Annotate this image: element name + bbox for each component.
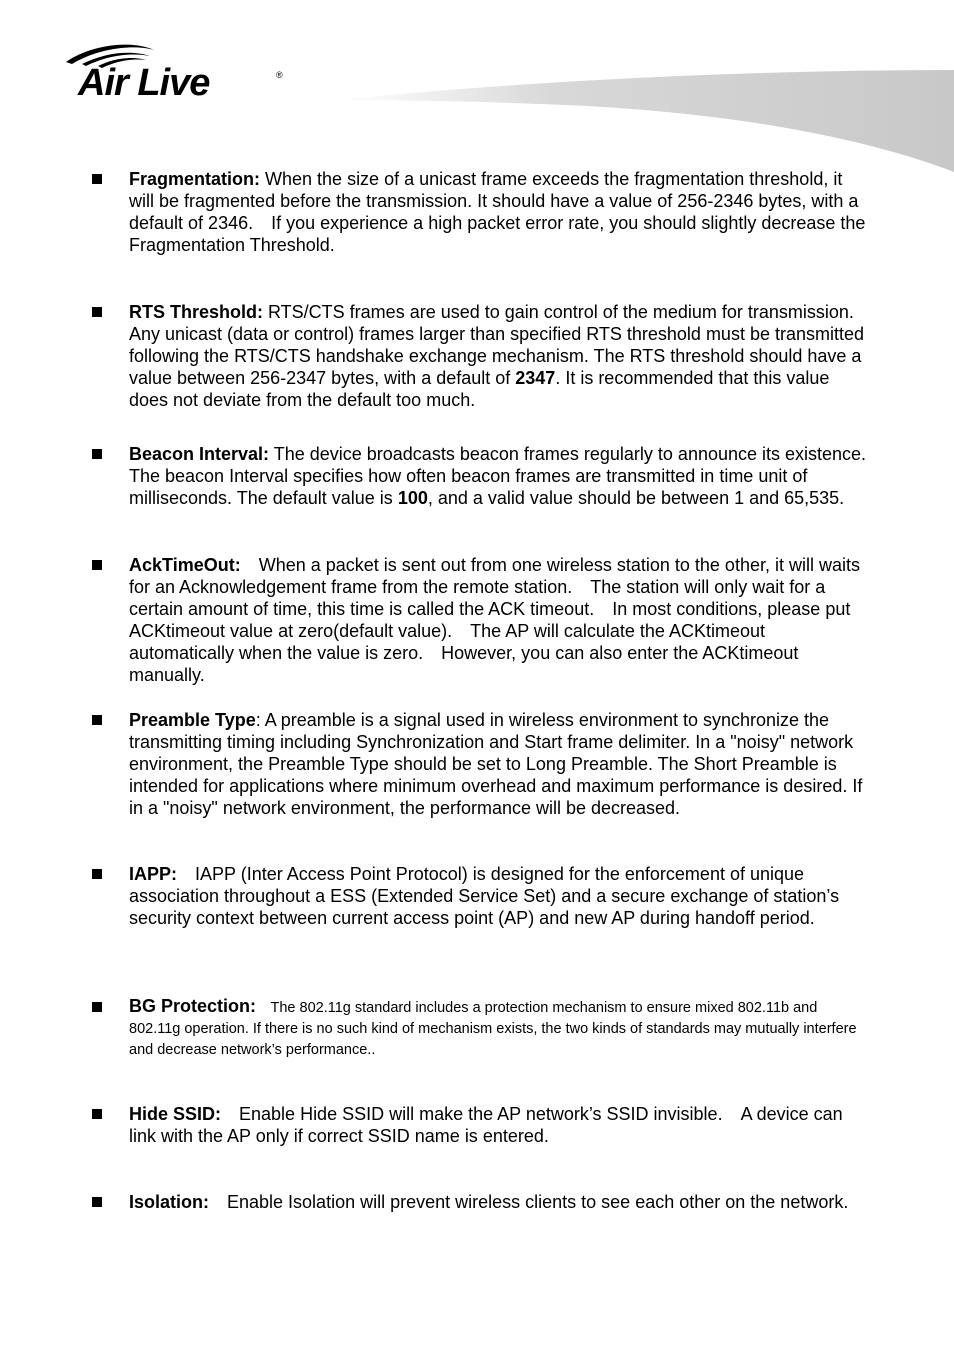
item-term: Preamble Type: [129, 710, 256, 730]
item-text: [129, 443, 870, 509]
item-text: [129, 554, 870, 686]
item-description-end: . It is recommended that this value does not deviate from the default too much.: [129, 368, 830, 410]
item-text: [129, 863, 870, 929]
item-description: : A preamble is a signal used in wireless environment to synchronize the transmitting timing including Synchronization and Start frame delimiter. In a "noisy" network environment, the Preamble Type should be set to Long Preamble. The Short Preamble is intended for applications where minimum overhead and maximum performance is desired. If in a "noisy" network environment, the performance will be decreased.: [129, 710, 863, 818]
square-bullet-icon: [92, 307, 102, 317]
item-term: BG Protection:: [129, 996, 257, 1016]
item-default-value: 2347: [515, 368, 556, 388]
item-term: AckTimeOut:: [129, 555, 241, 575]
list-item-fragmentation: [90, 168, 870, 256]
square-bullet-icon: [92, 1109, 102, 1119]
item-term: Beacon Interval:: [129, 444, 270, 464]
item-text: [129, 168, 870, 256]
square-bullet-icon: [92, 869, 102, 879]
item-description: The 802.11g standard includes a protection mechanism to ensure mixed 802.11b and 802.11g operation. If there is no such kind of mechanism exists, the two kinds of standards may mutually interfere and decrease network’s performance..: [129, 1000, 857, 1058]
list-item-isolation: [90, 1191, 870, 1213]
item-description: IAPP (Inter Access Point Protocol) is designed for the enforcement of unique association throughout a ESS (Extended Service Set) and a secure exchange of station’s security context between current access point (AP) and new AP during handoff period.: [129, 864, 840, 928]
square-bullet-icon: [92, 174, 102, 184]
item-text: [129, 1103, 870, 1147]
list-item-iapp: [90, 863, 870, 929]
item-description: Enable Hide SSID will make the AP network’s SSID invisible. A device can link with the AP only if correct SSID name is entered.: [129, 1104, 843, 1146]
airlive-logo: [62, 42, 287, 106]
list-item-preamble-type: [90, 709, 870, 819]
square-bullet-icon: [92, 715, 102, 725]
item-description: When the size of a unicast frame exceeds the fragmentation threshold, it will be fragmented before the transmission. It should have a value of 256-2346 bytes, with a default of 2346. If you experience a high packet error rate, you should slightly decrease the Fragmentation Threshold.: [129, 169, 866, 255]
item-description: The device broadcasts beacon frames regularly to announce its existence. The beacon Interval specifies how often beacon frames are transmitted in time unit of milliseconds. The default value is: [129, 444, 867, 508]
item-text: [129, 301, 870, 411]
item-description: Enable Isolation will prevent wireless clients to see each other on the network.: [209, 1192, 849, 1212]
square-bullet-icon: [92, 449, 102, 459]
list-item-bg-protection: [90, 996, 870, 1061]
item-description: When a packet is sent out from one wireless station to the other, it will waits for an Acknowledgement frame from the remote station. The station will only wait for a certain amount of time, this time is called the ACK timeout. In most conditions, please put ACKtimeout value at zero(default value). The AP will calculate the ACKtimeout automatically when the value is zero. However, you can also enter the ACKtimeout manually.: [129, 555, 860, 685]
logo-wordmark: Air Live: [78, 62, 210, 104]
item-default-value: 100: [397, 488, 428, 508]
page-header: [0, 0, 954, 180]
item-term: RTS Threshold:: [129, 302, 263, 322]
item-text: [129, 996, 870, 1061]
item-term: Hide SSID:: [129, 1104, 222, 1124]
header-swoosh-decoration: [340, 66, 954, 178]
square-bullet-icon: [92, 1197, 102, 1207]
item-term: Fragmentation:: [129, 169, 261, 189]
registered-mark: ®: [276, 70, 283, 80]
list-item-acktimeout: [90, 554, 870, 686]
list-item-rts-threshold: [90, 301, 870, 411]
list-item-hide-ssid: [90, 1103, 870, 1147]
item-description: RTS/CTS frames are used to gain control of the medium for transmission. Any unicast (data or control) frames larger than specified RTS threshold must be transmitted following the RTS/CTS handshake exchange mechanism. The RTS threshold should have a value between 256-2347 bytes, with a default of: [129, 302, 865, 388]
square-bullet-icon: [92, 1002, 102, 1012]
item-description-end: , and a valid value should be between 1 and 65,535.: [427, 488, 845, 508]
item-text: [129, 1191, 870, 1213]
item-term: IAPP:: [129, 864, 178, 884]
item-term: Isolation:: [129, 1192, 209, 1212]
square-bullet-icon: [92, 560, 102, 570]
list-item-beacon-interval: [90, 443, 870, 509]
item-text: [129, 709, 870, 819]
